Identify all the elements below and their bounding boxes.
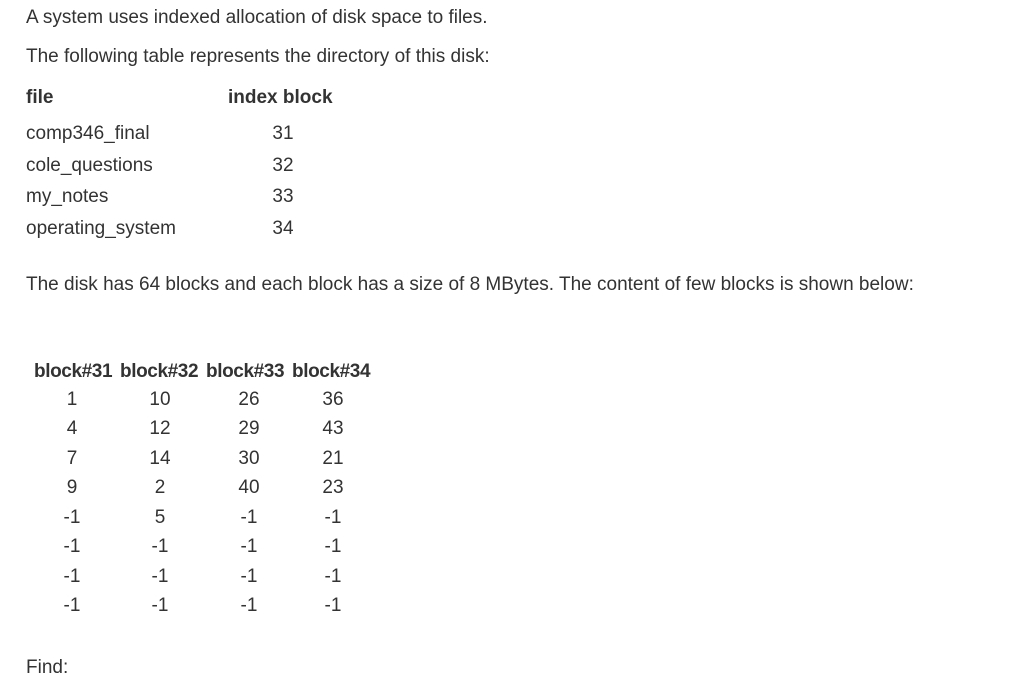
directory-index-block: 31 bbox=[272, 122, 294, 144]
directory-header-index-block: index block bbox=[228, 87, 333, 108]
block-entry: 36 bbox=[322, 388, 344, 410]
block-entry: 40 bbox=[238, 477, 260, 499]
directory-row bbox=[26, 213, 338, 245]
block-entry: -1 bbox=[324, 565, 342, 587]
block-entry: -1 bbox=[324, 595, 342, 617]
blocks-row bbox=[34, 533, 382, 563]
block-entry: -1 bbox=[63, 565, 81, 587]
directory-index-block: 34 bbox=[272, 217, 294, 239]
block-entry: -1 bbox=[240, 595, 258, 617]
find-label: Find: bbox=[26, 657, 69, 676]
directory-header-row bbox=[26, 87, 338, 118]
blocks-header-row bbox=[34, 361, 382, 385]
block-entry: -1 bbox=[240, 536, 258, 558]
block-entry: 23 bbox=[322, 477, 344, 499]
blocks-header-34: block#34 bbox=[292, 361, 371, 382]
directory-header-file: file bbox=[26, 87, 54, 108]
block-entry: 7 bbox=[66, 447, 78, 469]
block-entry: 1 bbox=[66, 388, 78, 410]
block-entry: 43 bbox=[322, 418, 344, 440]
intro-sentence-2: The following table represents the directory of this disk: bbox=[26, 46, 490, 67]
block-entry: 2 bbox=[154, 477, 166, 499]
directory-file-name: my_notes bbox=[26, 186, 109, 208]
disk-info-sentence: The disk has 64 blocks and each block has a size of 8 MBytes. The content of few blocks is shown below: bbox=[26, 274, 914, 295]
block-entry: -1 bbox=[240, 565, 258, 587]
block-entry: 4 bbox=[66, 418, 78, 440]
directory-row bbox=[26, 150, 338, 182]
block-entry: 26 bbox=[238, 388, 260, 410]
block-entry: -1 bbox=[63, 595, 81, 617]
block-entry: -1 bbox=[63, 536, 81, 558]
blocks-row bbox=[34, 503, 382, 533]
block-entry: -1 bbox=[151, 565, 169, 587]
block-entry: 10 bbox=[149, 388, 171, 410]
block-entry: -1 bbox=[324, 536, 342, 558]
blocks-table bbox=[34, 361, 382, 621]
directory-row bbox=[26, 118, 338, 150]
blocks-row bbox=[34, 415, 382, 445]
directory-table bbox=[26, 87, 338, 245]
blocks-row bbox=[34, 562, 382, 592]
blocks-header-31: block#31 bbox=[34, 361, 113, 382]
block-entry: 5 bbox=[154, 506, 166, 528]
directory-row bbox=[26, 181, 338, 213]
blocks-header-32: block#32 bbox=[120, 361, 199, 382]
block-entry: -1 bbox=[240, 506, 258, 528]
block-entry: -1 bbox=[63, 506, 81, 528]
directory-file-name: comp346_final bbox=[26, 122, 150, 144]
block-entry: -1 bbox=[151, 595, 169, 617]
block-entry: -1 bbox=[151, 536, 169, 558]
blocks-header-33: block#33 bbox=[206, 361, 285, 382]
block-entry: -1 bbox=[324, 506, 342, 528]
directory-index-block: 32 bbox=[272, 154, 294, 176]
block-entry: 14 bbox=[149, 447, 171, 469]
intro-sentence-1: A system uses indexed allocation of disk space to files. bbox=[26, 7, 488, 28]
blocks-row bbox=[34, 444, 382, 474]
block-entry: 12 bbox=[149, 418, 171, 440]
blocks-row bbox=[34, 474, 382, 504]
block-entry: 21 bbox=[322, 447, 344, 469]
block-entry: 29 bbox=[238, 418, 260, 440]
block-entry: 9 bbox=[66, 477, 78, 499]
directory-file-name: cole_questions bbox=[26, 154, 153, 176]
directory-file-name: operating_system bbox=[26, 217, 176, 239]
block-entry: 30 bbox=[238, 447, 260, 469]
blocks-row bbox=[34, 385, 382, 415]
blocks-row bbox=[34, 592, 382, 622]
directory-index-block: 33 bbox=[272, 186, 294, 208]
